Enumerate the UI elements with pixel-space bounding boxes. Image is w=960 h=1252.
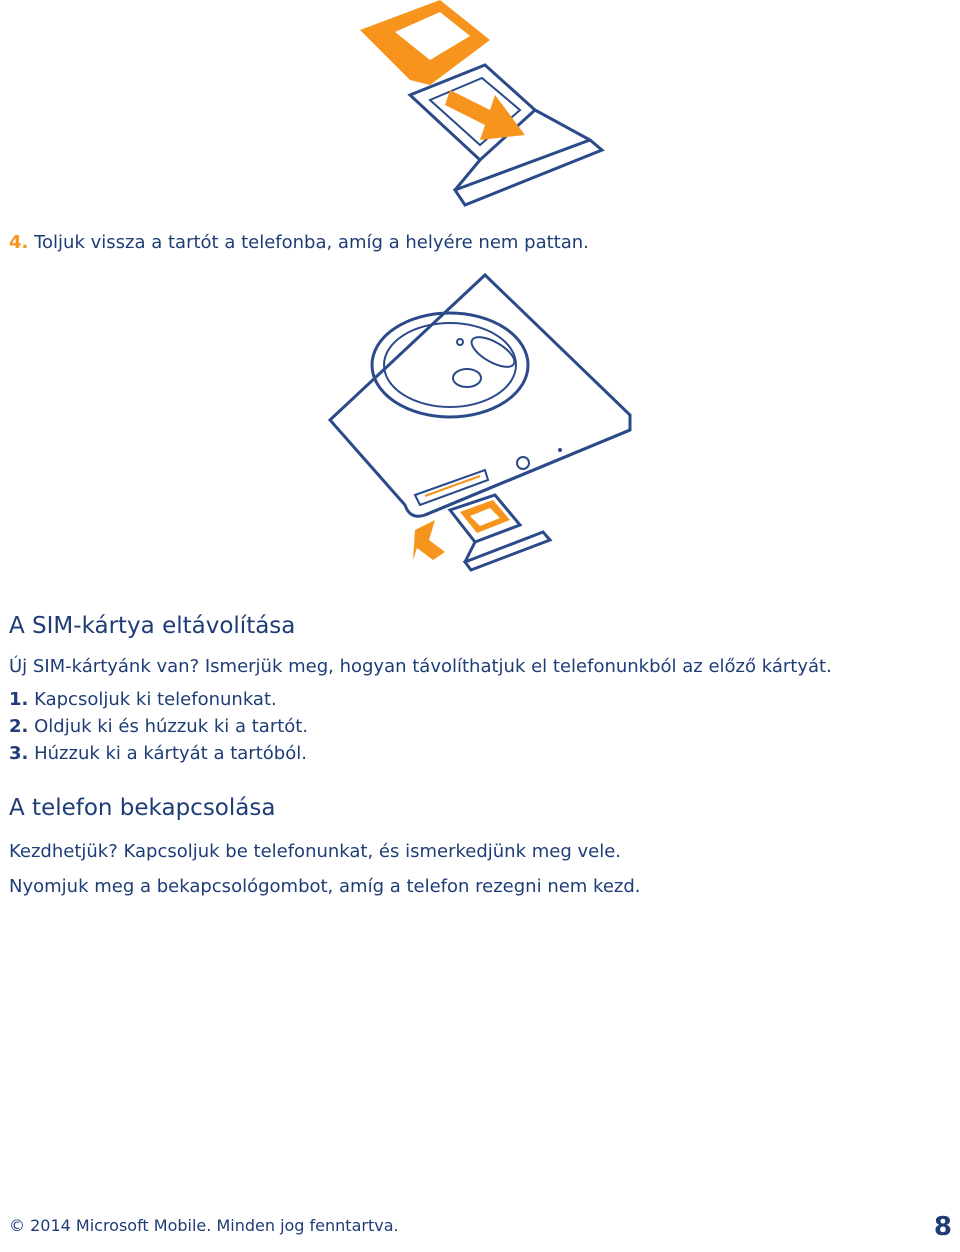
remove-sim-heading: A SIM-kártya eltávolítása <box>9 613 296 639</box>
step-4-text: Toljuk vissza a tartót a telefonba, amíg a helyére nem pattan. <box>34 232 589 253</box>
power-on-heading: A telefon bekapcsolása <box>9 795 276 821</box>
remove-step-3 <box>9 743 307 764</box>
remove-step-1-text: Kapcsoljuk ki telefonunkat. <box>34 689 277 710</box>
remove-sim-intro: Új SIM-kártyánk van? Ismerjük meg, hogyan távolíthatjuk el telefonunkból az előző kártyát. <box>9 656 832 677</box>
remove-step-2 <box>9 716 308 737</box>
footer-copyright: © 2014 Microsoft Mobile. Minden jog fenntartva. <box>9 1216 399 1235</box>
phone-tray-illustration <box>325 270 640 580</box>
remove-step-1-number: 1. <box>9 689 29 710</box>
remove-step-3-number: 3. <box>9 743 29 764</box>
page-number: 8 <box>933 1212 952 1242</box>
remove-step-1 <box>9 689 277 710</box>
remove-step-2-number: 2. <box>9 716 29 737</box>
remove-step-2-text: Oldjuk ki és húzzuk ki a tartót. <box>34 716 309 737</box>
power-on-line-1: Kezdhetjük? Kapcsoljuk be telefonunkat, és ismerkedjünk meg vele. <box>9 841 622 862</box>
remove-step-3-text: Húzzuk ki a kártyát a tartóból. <box>34 743 307 764</box>
power-on-line-2: Nyomjuk meg a bekapcsológombot, amíg a telefon rezegni nem kezd. <box>9 876 641 897</box>
step-4-number: 4. <box>9 232 29 253</box>
step-4-line <box>9 232 589 253</box>
sim-tray-insert-illustration <box>350 0 620 215</box>
